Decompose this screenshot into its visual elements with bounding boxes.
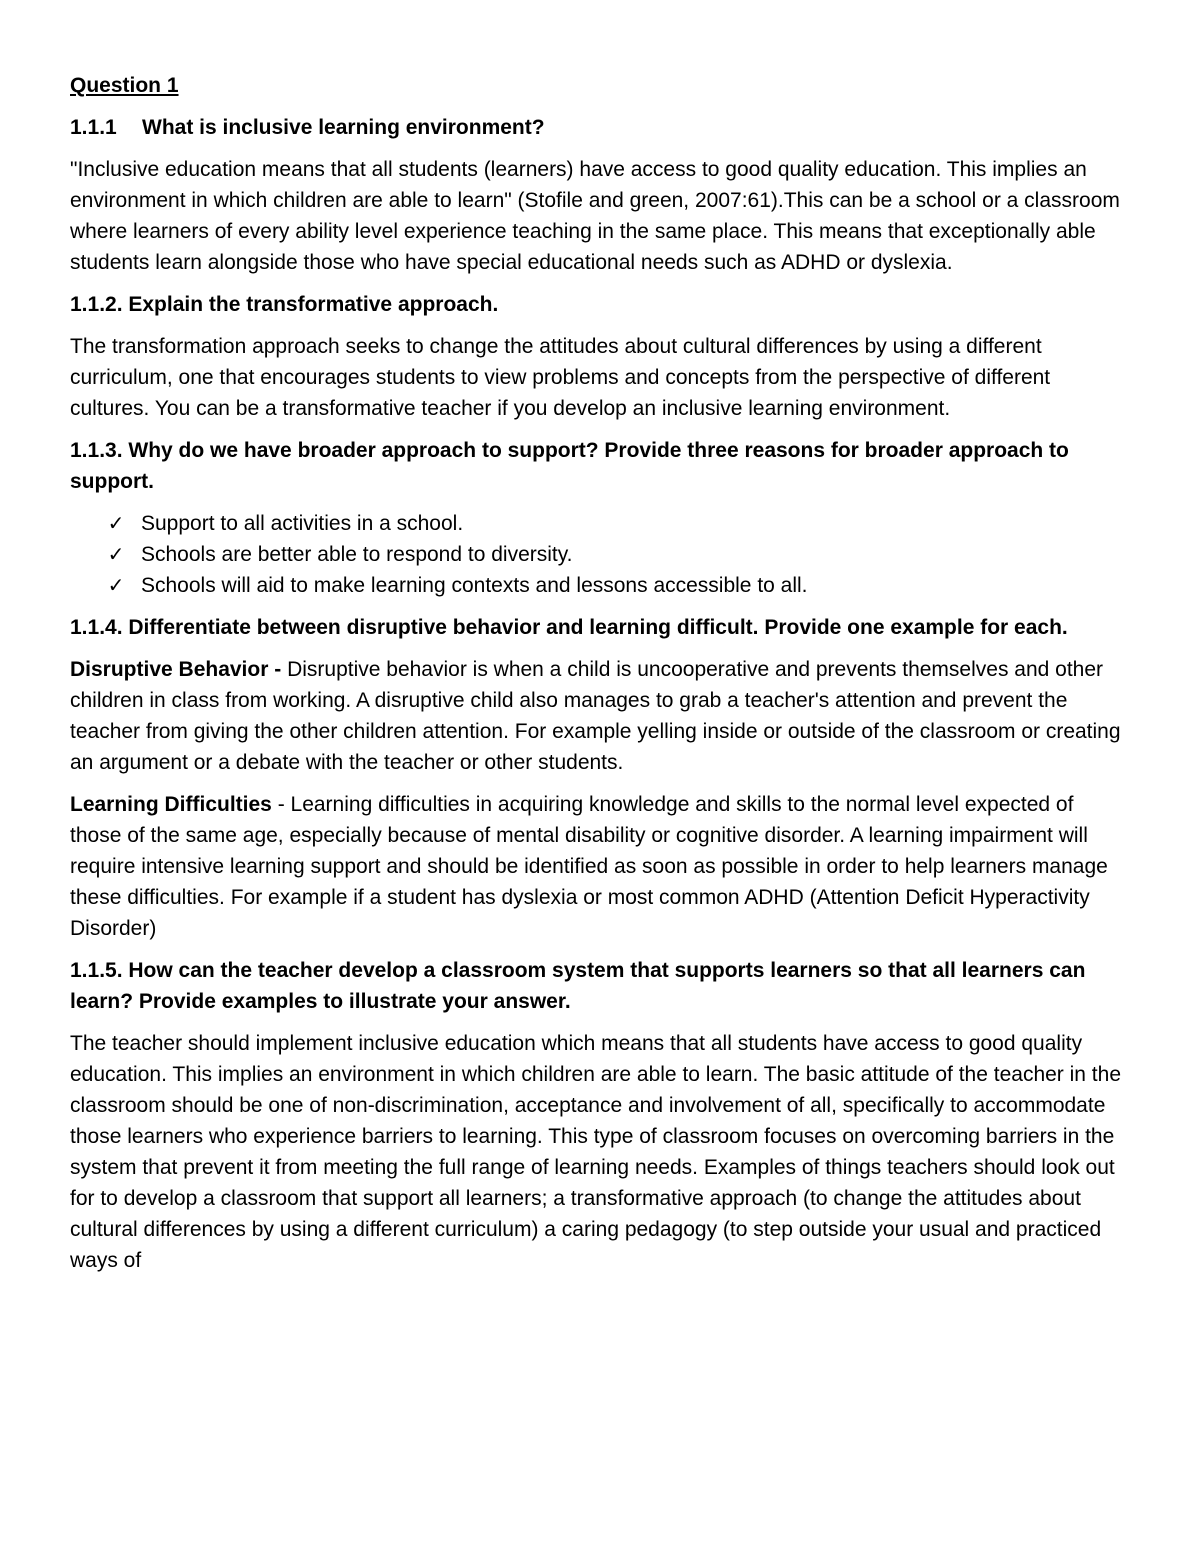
question-number: 1.1.1 (70, 116, 117, 139)
checkmark-icon: ✓ (107, 511, 125, 535)
answer-paragraph-1-1-1: "Inclusive education means that all students (learners) have access to good quality education. This implies an environment in which children are able to learn" (Stofile and green, 2007:61).This can be a school or a classroom where learners of every ability level experience teaching in the same place. This means that exceptionally able students learn alongside those who have special educational needs such as ADHD or dyslexia. (70, 158, 1120, 274)
question-heading-1-1-2: 1.1.2. Explain the transformative approach. (70, 293, 499, 316)
document-title: Question 1 (70, 74, 179, 97)
definition-text: - Learning difficulties in acquiring knowledge and skills to the normal level expected of those of the same age, especially because of mental disability or cognitive disorder. A learning impairment will require intensive learning support and should be identified as soon as possible in order to help learners manage these difficulties. For example if a student has dyslexia or most common ADHD (Attention Deficit Hyperactivity Disorder) (70, 793, 1108, 940)
question-heading-1-1-3: 1.1.3. Why do we have broader approach to support? Provide three reasons for broader approach to support. (70, 439, 1069, 493)
question-heading-1-1-4: 1.1.4. Differentiate between disruptive behavior and learning difficult. Provide one example for each. (70, 616, 1068, 639)
question-heading-1-1-1 (70, 112, 1130, 143)
answer-paragraph-1-1-5: The teacher should implement inclusive education which means that all students have access to good quality education. This implies an environment in which children are able to learn. The basic attitude of the teacher in the classroom should be one of non-discrimination, acceptance and involvement of all, specifically to accommodate those learners who experience barriers to learning. This type of classroom focuses on overcoming barriers in the system that prevent it from meeting the full range of learning needs. Examples of things teachers should look out for to develop a classroom that support all learners; a transformative approach (to change the attitudes about cultural differences by using a different curriculum) a caring pedagogy (to step outside your usual and practiced ways of (70, 1032, 1122, 1272)
definition-disruptive-behavior (70, 654, 1130, 778)
definition-term: Learning Difficulties (70, 793, 272, 816)
checklist-item-text: Support to all activities in a school. (141, 512, 464, 535)
checklist-item (70, 570, 1130, 601)
checkmark-icon: ✓ (107, 542, 125, 566)
definition-text: Disruptive behavior is when a child is uncooperative and prevents themselves and other children in class from working. A disruptive child also manages to grab a teacher's attention and prevent the teacher from giving the other children attention. For example yelling inside or outside of the classroom or creating an argument or a debate with the teacher or other students. (70, 658, 1121, 774)
checklist-item (70, 508, 1130, 539)
document-body (70, 70, 1130, 1287)
question-text: What is inclusive learning environment? (142, 116, 545, 139)
definition-learning-difficulties (70, 789, 1130, 944)
question-heading-1-1-5: 1.1.5. How can the teacher develop a classroom system that supports learners so that all learners can learn? Provide examples to illustrate your answer. (70, 959, 1086, 1013)
checklist-item (70, 539, 1130, 570)
checklist-item-text: Schools will aid to make learning contexts and lessons accessible to all. (141, 574, 808, 597)
definition-term: Disruptive Behavior - (70, 658, 288, 681)
checklist-item-text: Schools are better able to respond to diversity. (141, 543, 573, 566)
checkmark-icon: ✓ (107, 573, 125, 597)
reasons-checklist (70, 508, 1130, 601)
answer-paragraph-1-1-2: The transformation approach seeks to change the attitudes about cultural differences by using a different curriculum, one that encourages students to view problems and concepts from the perspective of different cultures. You can be a transformative teacher if you develop an inclusive learning environment. (70, 335, 1051, 420)
